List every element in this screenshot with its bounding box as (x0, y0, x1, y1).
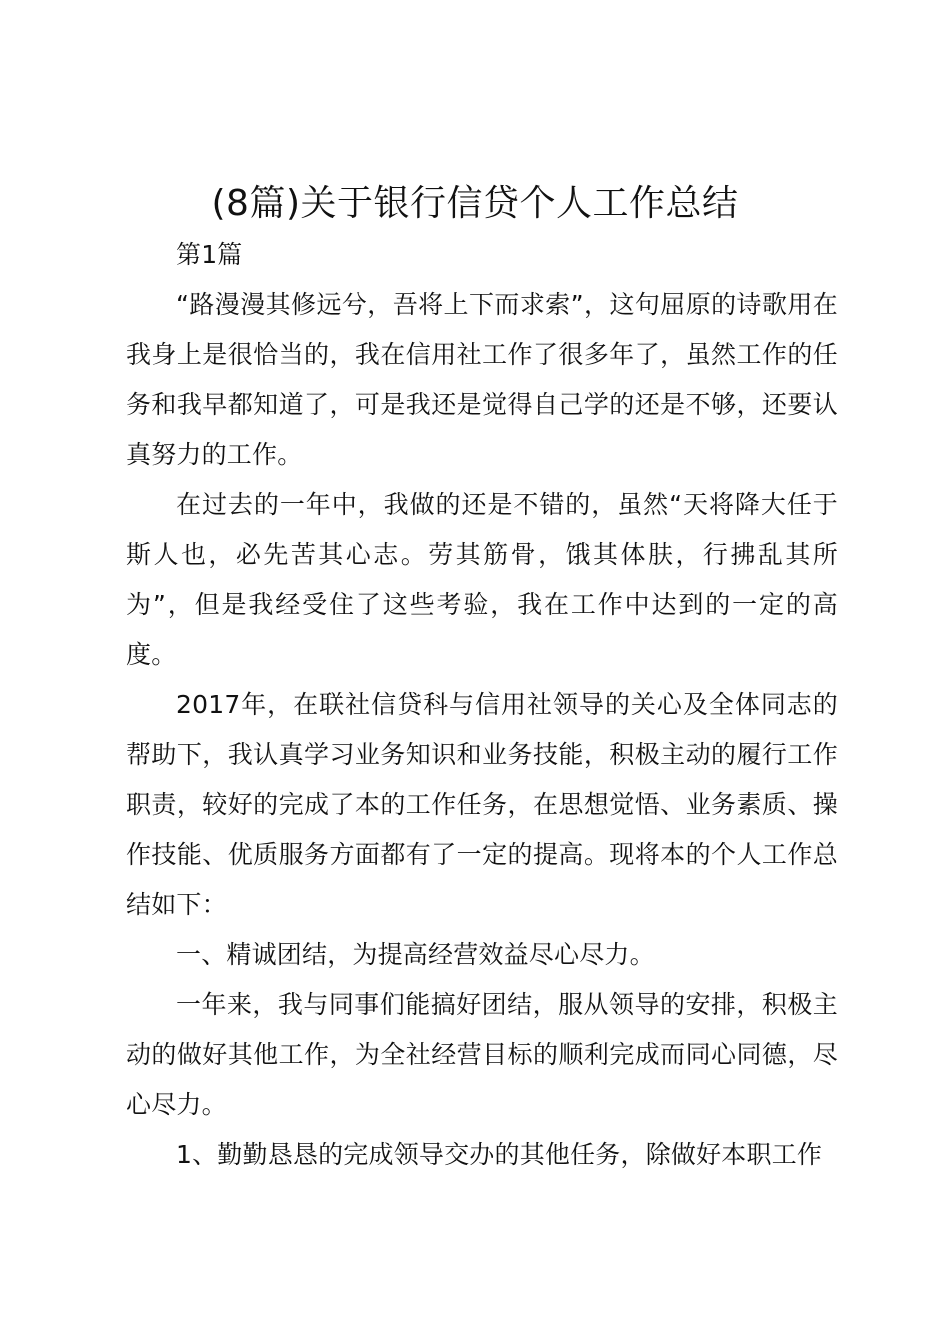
subheading: 一、精诚团结，为提高经营效益尽心尽力。 (176, 940, 655, 969)
document-body (126, 230, 838, 1180)
paragraph: 一年来，我与同事们能搞好团结，服从领导的安排，积极主动的做好其他工作，为全社经营目标的顺利完成而同心同德，尽心尽力。 (126, 990, 838, 1119)
paragraph: 在过去的一年中，我做的还是不错的，虽然“天将降大任于斯人也，必先苦其心志。劳其筋骨，饿其体肤，行拂乱其所为”，但是我经受住了这些考验，我在工作中达到的一定的高度。 (126, 490, 838, 669)
section-heading: 第1篇 (176, 240, 243, 269)
document-title: (8篇)关于银行信贷个人工作总结 (211, 183, 739, 224)
paragraph: “路漫漫其修远兮，吾将上下而求索”，这句屈原的诗歌用在我身上是很恰当的，我在信用社工作了很多年了，虽然工作的任务和我早都知道了，可是我还是觉得自己学的还是不够，还要认真努力的工作。 (126, 290, 838, 469)
paragraph: 2017年，在联社信贷科与信用社领导的关心及全体同志的帮助下，我认真学习业务知识和业务技能，积极主动的履行工作职责，较好的完成了本的工作任务，在思想觉悟、业务素质、操作技能、优质服务方面都有了一定的提高。现将本的个人工作总结如下： (126, 690, 838, 919)
paragraph: 1、勤勤恳恳的完成领导交办的其他任务，除做好本职工作 (176, 1140, 823, 1169)
